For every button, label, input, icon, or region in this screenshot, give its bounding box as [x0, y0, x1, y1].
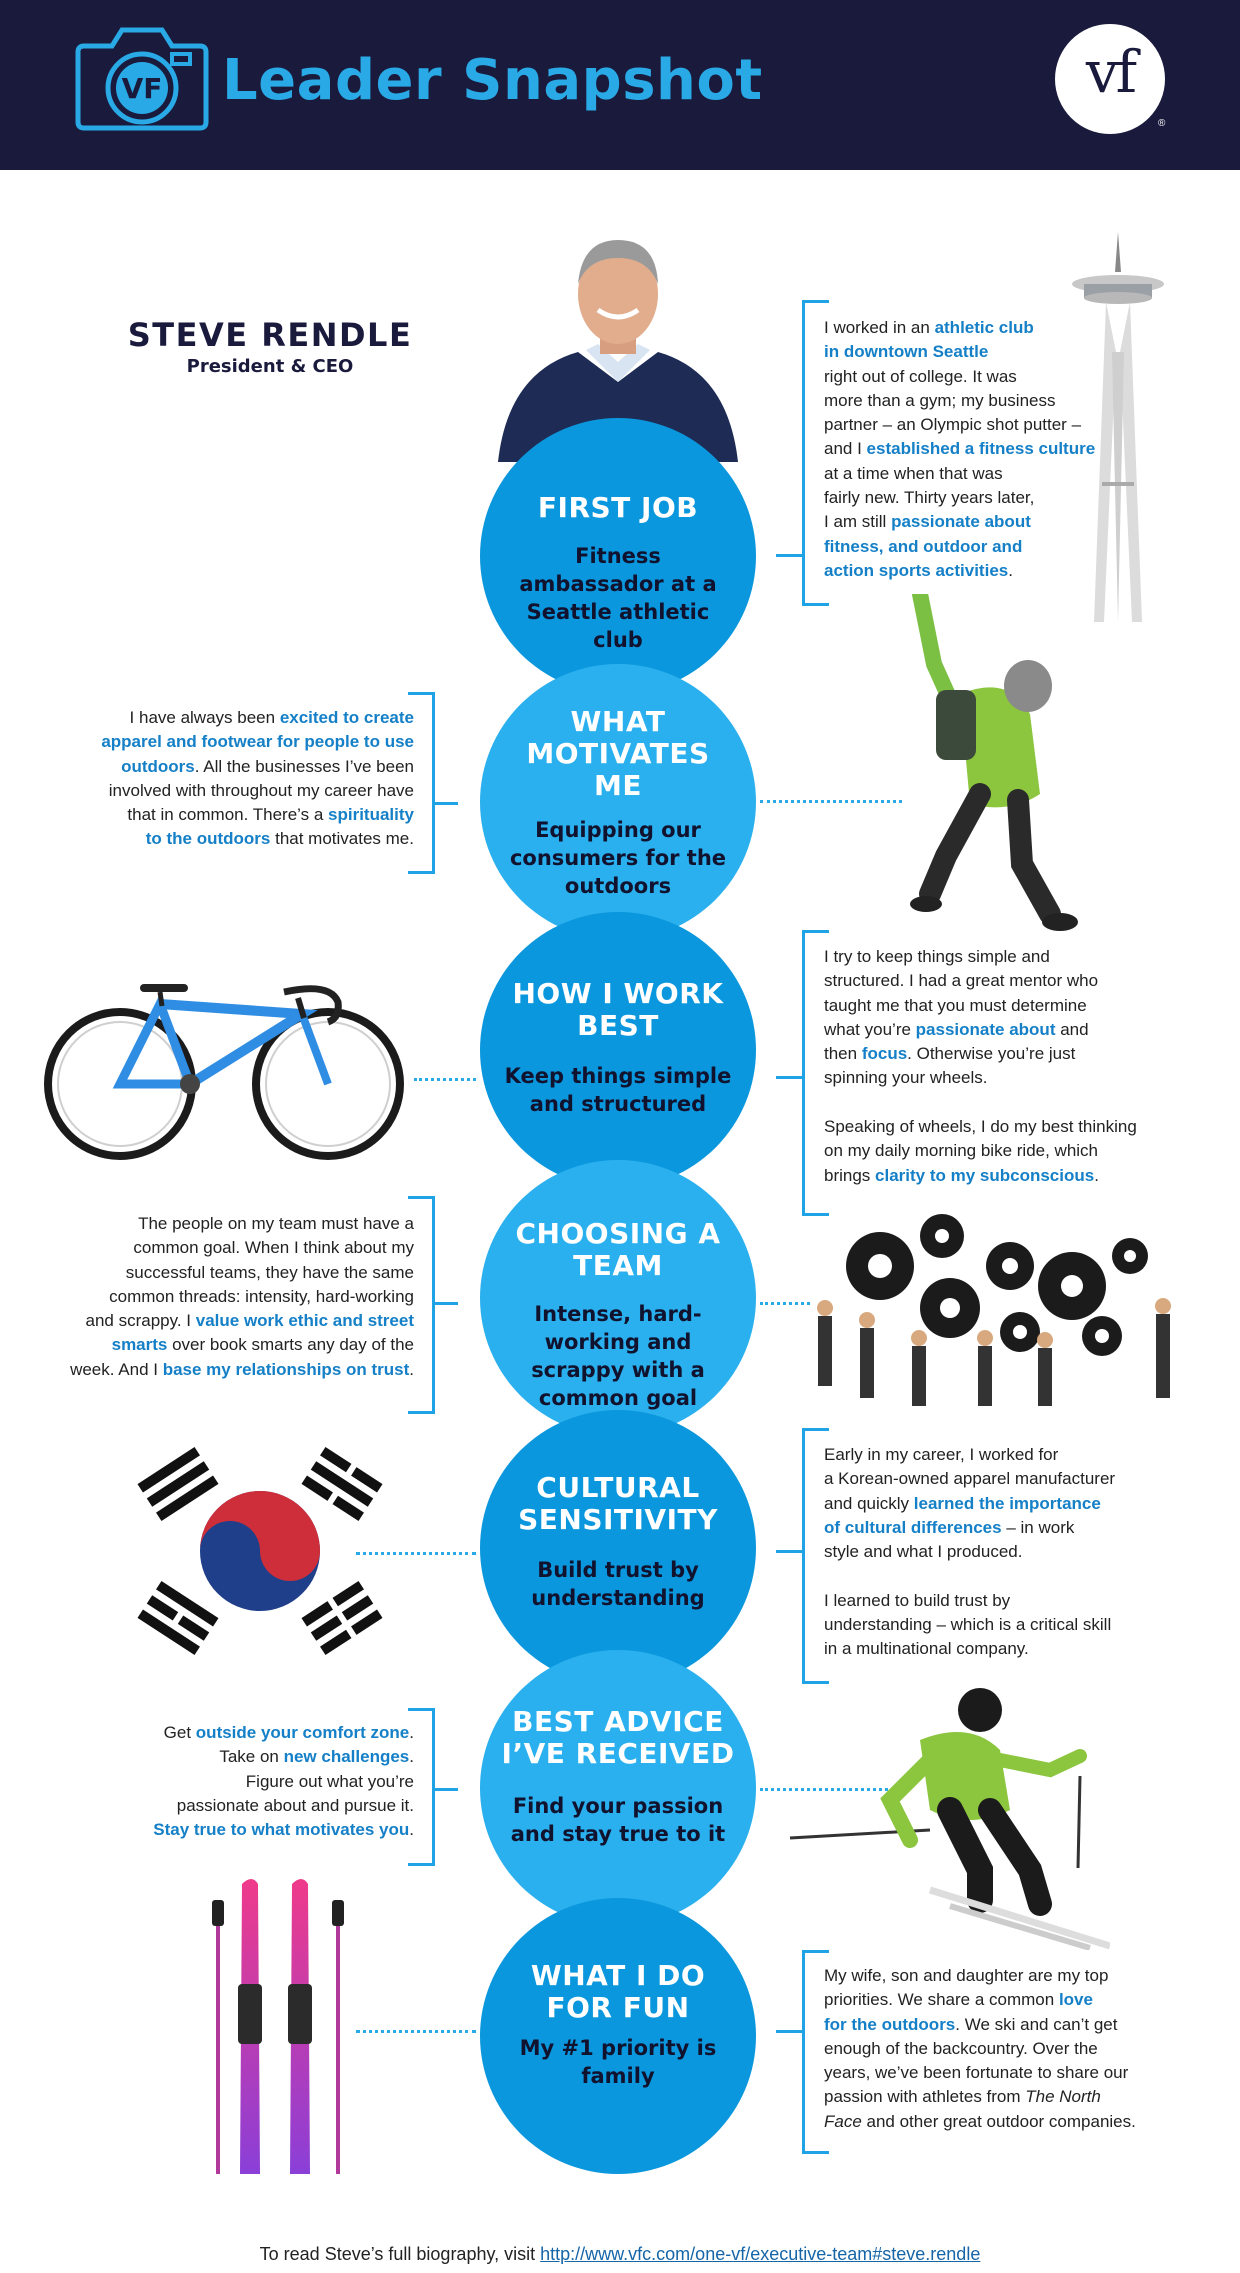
header-bar — [0, 0, 1240, 170]
story-cultural-sensitivity: Early in my career, I worked for a Korean-owned apparel manufacturer and quickly learned the importance of cultural differences – in work style and what I produced. I learned to build trust by understanding – which is a critical skill in a multinational company. — [824, 1445, 1116, 1659]
circle-title: HOW I WORK BEST — [512, 977, 724, 1042]
story-what-motivates-me: I have always been excited to create apparel and footwear for people to use outdoors. All the businesses I’ve been involved with throughout my career have that in common. There’s a spirituality to the outdoors that motivates me. — [101, 708, 414, 849]
dotted-connector — [760, 800, 902, 803]
bracket-tick — [776, 1550, 802, 1553]
circle-title: WHAT I DO FOR FUN — [530, 1959, 706, 2024]
skier-image — [780, 1680, 1110, 1950]
biography-link[interactable]: http://www.vfc.com/one-vf/executive-team#steve.rendle — [540, 2244, 981, 2264]
bracket-tick — [432, 802, 458, 805]
story-how-i-work-best: I try to keep things simple and structured. I had a great mentor who taught me that you must determine what you’re passionate about and then focus. Otherwise you’re just spinning your wheels. Speaking of wheels, I do my best thinking on my daily morning bike ride, which brings clarity to my subconscious. — [824, 947, 1137, 1185]
circle-subtitle: My #1 priority is family — [519, 2036, 717, 2088]
camera-logo-text: VF — [121, 72, 163, 105]
leader-title: President & CEO — [186, 356, 354, 377]
bracket-tick — [776, 1076, 802, 1079]
registered-mark: ® — [1158, 118, 1166, 129]
footer-text: To read Steve’s full biography, visit — [259, 2244, 541, 2264]
circle-cultural-sensitivity — [480, 1410, 756, 1686]
story-best-advice: Get outside your comfort zone. Take on new challenges. Figure out what you’re passionate about and pursue it. Stay true to what motivates you. — [153, 1723, 414, 1840]
circle-title: CULTURAL SENSITIVITY — [518, 1471, 718, 1536]
bracket-tick — [432, 1788, 458, 1791]
story-what-i-do-for-fun: My wife, son and daughter are my top priorities. We share a common love for the outdoors. We ski and can’t get enough of the backcountry. Over the years, we’ve been fortunate to share our passion with athletes from The North Face and other great outdoor companies. — [824, 1966, 1136, 2131]
circle-subtitle: Keep things simple and structured — [504, 1064, 732, 1116]
circle-title: CHOOSING A TEAM — [515, 1217, 721, 1282]
leader-name: STEVE RENDLE — [127, 316, 413, 354]
bracket-tick — [432, 1302, 458, 1305]
circle-what-i-do-for-fun — [480, 1898, 756, 2174]
circle-title: BEST ADVICE I’VE RECEIVED — [501, 1705, 735, 1770]
bracket-tick — [776, 554, 802, 557]
korean-flag-image — [130, 1446, 390, 1656]
road-bike-image — [40, 962, 410, 1168]
circle-what-motivates-me — [480, 664, 756, 940]
circle-how-i-work-best — [480, 912, 756, 1188]
story-first-job: I worked in an athletic club in downtown Seattle right out of college. It was more than a gym; my business partner – an Olympic shot putter – and I established a fitness culture at a time when that was fairly new. Thirty years later, I am still passionate about fitness, and outdoor and action sports activities. — [824, 318, 1096, 580]
circle-subtitle: Intense, hard-working and scrappy with a common goal — [531, 1302, 705, 1410]
story-choosing-a-team: The people on my team must have a common goal. When I think about my successful teams, they have the same common threads: intensity, hard-working and scrappy. I value work ethic and street smarts over book smarts any day of the week. And I base my relationships on trust. — [70, 1214, 414, 1379]
circle-subtitle: Find your passion and stay true to it — [510, 1794, 726, 1846]
circle-subtitle: Equipping our consumers for the outdoors — [509, 818, 727, 898]
footer — [0, 2244, 1240, 2265]
circle-title: WHAT MOTIVATES ME — [526, 705, 710, 802]
vf-brand-logo-text: vf — [1085, 38, 1135, 106]
dotted-connector — [414, 1078, 476, 1081]
circle-first-job — [480, 418, 756, 694]
team-gears-image — [800, 1196, 1200, 1416]
circle-subtitle: Build trust by understanding — [531, 1558, 705, 1610]
dotted-connector — [356, 2030, 476, 2033]
camera-icon — [72, 22, 212, 134]
circle-title: FIRST JOB — [537, 491, 699, 524]
circle-subtitle: Fitness ambassador at a Seattle athletic club — [519, 544, 717, 652]
space-needle-image — [1068, 232, 1168, 622]
page-title: Leader Snapshot — [222, 48, 763, 113]
skis-and-poles-image — [200, 1874, 360, 2184]
circle-choosing-a-team — [480, 1160, 756, 1436]
jumping-hiker-image — [900, 594, 1080, 940]
vf-brand-logo — [1055, 24, 1165, 134]
circle-best-advice — [480, 1650, 756, 1926]
bracket-tick — [776, 2030, 802, 2033]
